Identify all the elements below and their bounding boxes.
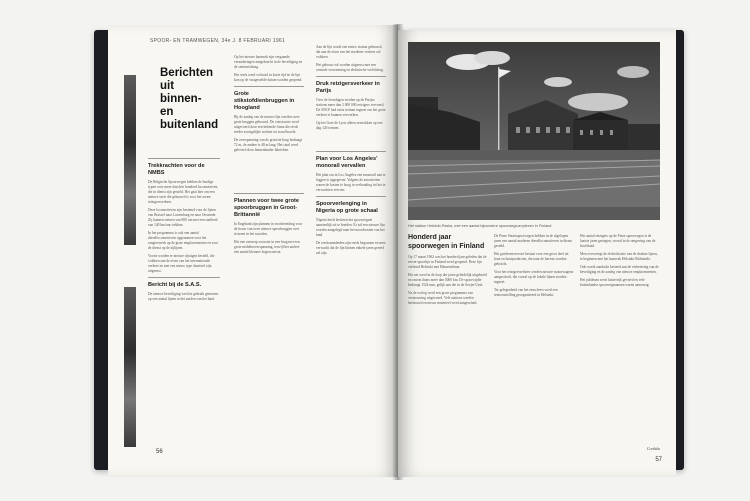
article-heading: Plannen voor twee grote spoorbruggen in Groot-Brittannië	[234, 198, 299, 218]
author-initials: Cordula	[646, 446, 660, 451]
paragraph: In Engeland zijn plannen in voorbereiding voor de bouw van twee nieuwe spoorbruggen over rivieren in het noorden.	[234, 222, 303, 236]
paragraph: In het programma is ook een aantal diesellocomotieven opgenomen voor het rangeerwerk op de grote emplacementen en voor de dienst op de zijlijnen.	[148, 231, 219, 250]
paragraph: Men overweegt de elektrificatie van de drukste lijnen, te beginnen met het baanvak Helsinki-Riihimäki.	[580, 252, 658, 261]
article-heading: Bericht bij de S.A.S.	[148, 282, 202, 288]
paragraph: Na de oorlog werd een groot programma van vernieuwing uitgevoerd. Vele stations werden herbouwd en nieuw materieel werd aangeschaft.	[408, 291, 478, 305]
paragraph: Over de feestdagen werden op de Parijse stations meer dan 2 000 000 reizigers vervoerd. De SNCF had extra treinen ingezet om het grote verkeer te kunnen verwerken.	[316, 98, 386, 117]
paragraph: Nigeria heeft besloten het spoorwegnet aanzienlijk uit te breiden. Er zal een nieuwe lijn worden aangelegd naar het noordoosten van het land.	[316, 218, 385, 237]
page-number: 57	[655, 457, 662, 463]
paragraph: Het jubileum werd luisterrijk gevierd en vele buitenlandse spoorwegmannen waren aanwezig.	[580, 278, 650, 287]
article-heading: Honderd jaar spoorwegen in Finland	[408, 234, 485, 250]
section-title: Berichten uit binnen- en buitenland	[160, 67, 219, 131]
paragraph: Het aantal reizigers op de Finse spoorwegen is de laatste jaren gestegen, vooral in de omgeving van de hoofdstad.	[580, 234, 656, 248]
page-number: 56	[156, 449, 163, 455]
paragraph: De Finse Staatsspoorwegen hebben in de afgelopen jaren een aantal moderne diesellocomotieven in dienst gesteld.	[494, 234, 573, 248]
article-heading: Druk reizigersverkeer in Parijs	[316, 81, 380, 94]
edge-photo-strip	[124, 287, 136, 447]
article-heading: Plan voor Los Angeles' monorail vervallen	[316, 156, 378, 169]
paragraph: Voorts worden er nieuwe rijtuigen besteld, die voldoen aan de eisen van het internationale verkeer en met een nieuw type draaistel zijn uitgerust.	[148, 254, 215, 273]
article-column-2	[494, 234, 574, 459]
article-heading: Grote stikstofdienbruggen in Hoogland	[234, 91, 295, 111]
paragraph: Aan de lijn wordt een nieuw station gebouwd, dat aan de eisen van het moderne verkeer zal voldoen.	[316, 45, 383, 59]
paragraph: Ook wordt aandacht besteed aan de verbetering van de beveiliging en de aanleg van nieuwe emplacementen.	[580, 265, 659, 274]
article-column-2	[234, 55, 304, 455]
paragraph: Het gebouw zal worden uitgerust met een centrale verwarming en elektrische verlichting.	[316, 63, 384, 72]
paragraph: Voor het reizigersverkeer werden nieuwe motorwagens aangeschaft, die vooral op de lokale lijnen worden ingezet.	[494, 270, 574, 284]
paragraph: Op het Gare de Lyon alleen vertrokken op een dag 120 treinen.	[316, 121, 383, 130]
paragraph: Het plan om in Los Angeles een monorail aan te leggen is opgegeven. Volgens de autoriteiten waren de kosten te hoog in verhouding tot het te verwachten vervoer.	[316, 173, 386, 192]
paragraph: Ter gelegenheid van het eeuwfeest werd een tentoonstelling georganiseerd in Helsinki.	[494, 288, 558, 297]
paragraph: Bij de aanleg van de nieuwe lijn werden twee grote bruggen gebouwd. De constructie werd uitgevoerd door een bekende firma die reeds eerder soortgelijke werken tot stand bracht.	[234, 115, 300, 134]
article-column-1	[148, 155, 220, 455]
paragraph: Op het nieuwe baanvak zijn vergaande veranderingen aangebracht in de beveiliging en de seininrichting.	[234, 55, 303, 69]
running-head: SPOOR- EN TRAMWEGEN, 34e J. 8 FEBRUARI 1961	[150, 38, 286, 44]
photo-caption: Het station Helsinki-Pasila, met een aantal bijzondere spoorwegcomplexen in Finland	[408, 224, 552, 228]
article-column-3	[580, 234, 660, 444]
paragraph: Het werk werd voltooid in korte tijd en de lijn kon op de vastgestelde datum worden geopend.	[234, 73, 303, 82]
left-page	[108, 25, 398, 477]
paragraph: Deze locomotieven zijn bestemd voor de lijnen van Brussel naar Luxemburg en naar Oostende. Zij kunnen treinen van 800 ton met een snelheid van 140 km/uur trekken.	[148, 208, 218, 227]
right-page	[398, 30, 676, 477]
article-heading: Spoorverlenging in Nigeria op grote schaal	[316, 201, 378, 214]
paragraph: Het ene ontwerp voorziet in een brug met een grote middenoverspanning, terwijl het andere een aantal kleinere bogen omvat.	[234, 240, 300, 254]
article-column-3	[316, 45, 386, 455]
station-photo	[408, 42, 660, 220]
article-column-1	[408, 234, 488, 459]
edge-photo-strip	[124, 75, 136, 245]
paragraph: De Belgische Spoorwegen hebben de huidige typen voor meer dan drie honderd locomotieven, die in dienst zijn gesteld. Het gaat hier om een nieuwe serie die gebouwd is voor het zware reizigersverkeer.	[148, 180, 219, 204]
article-heading: Trekkrachten voor de NMBS	[148, 163, 205, 176]
paragraph: De overspanning van de grootste brug bedraagt 72 m, de andere is 48 m lang. Het staal werd geleverd door binnenlandse fabrieken.	[234, 138, 303, 152]
paragraph: De nieuwe beveiliging werd in gebruik genomen op een aantal lijnen in het zuiden van het land.	[148, 292, 219, 301]
paragraph: Het goederenvervoer bestaat voor een groot deel uit hout en houtproducten, die naar de havens worden gebracht.	[494, 252, 569, 266]
paragraph: Op 17 maart 1962 was het honderd jaar geleden dat de eerste spoorlijn in Finland werd geopend. Deze lijn verbond Helsinki met Hämeenlinna.	[408, 255, 487, 269]
paragraph: Het net werd in de loop der jaren geleidelijk uitgebreid en omvat thans meer dan 5000 km. De spoorwijdte bedraagt 1524 mm, gelijk aan die in de Sovjet-Unie.	[408, 273, 487, 287]
paragraph: De werkzaamheden zijn reeds begonnen en men verwacht dat de lijn binnen enkele jaren gereed zal zijn.	[316, 241, 386, 255]
